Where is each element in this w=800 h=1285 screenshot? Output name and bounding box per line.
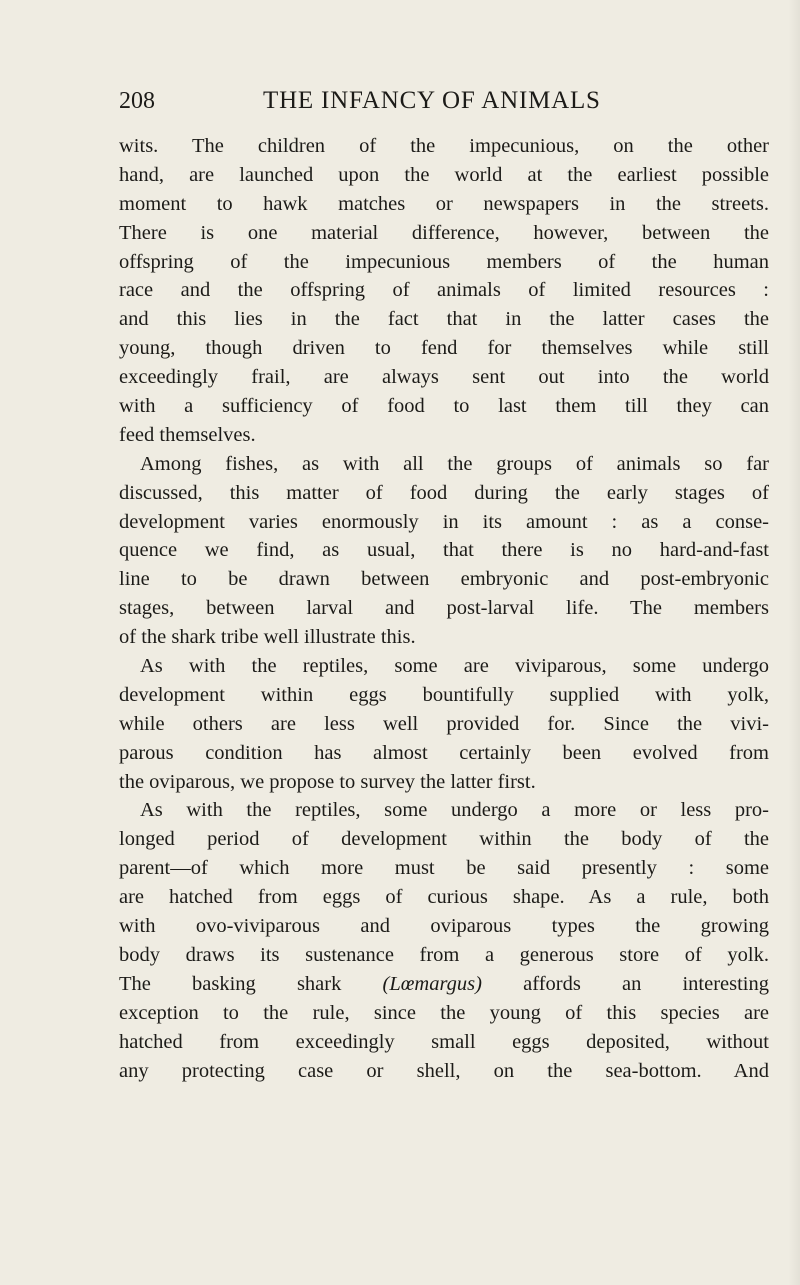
running-title: THE INFANCY OF ANIMALS — [263, 87, 601, 114]
text-line: with ovo-viviparous and oviparous types the growing — [119, 915, 769, 938]
text-line: of the shark tribe well illustrate this. — [119, 626, 416, 649]
text-line: stages, between larval and post-larval life. The members — [119, 597, 769, 620]
text-line: with a sufficiency of food to last them till they can — [119, 395, 769, 418]
text-line: young, though driven to fend for themselves while still — [119, 337, 769, 360]
text-line: There is one material difference, however, between the — [119, 221, 769, 244]
text-line: As with the reptiles, some undergo a more or less pro- — [140, 799, 769, 822]
text-line: moment to hawk matches or newspapers in the streets. — [119, 192, 769, 215]
text-line: parent—of which more must be said presently : some — [119, 857, 769, 880]
text-line: the oviparous, we propose to survey the latter first. — [119, 770, 536, 793]
text-line: hatched from exceedingly small eggs deposited, without — [119, 1030, 769, 1053]
text-line: are hatched from eggs of curious shape. As a rule, both — [119, 886, 769, 909]
text-line: parous condition has almost certainly been evolved from — [119, 741, 769, 764]
text-line-segment: affords an interesting — [523, 972, 770, 995]
body-text — [119, 132, 769, 1085]
text-line: development within eggs bountifully supplied with yolk, — [119, 683, 769, 706]
text-line: exception to the rule, since the young of this species are — [119, 1001, 769, 1024]
text-line: development varies enormously in its amount : as a conse- — [119, 510, 769, 533]
page-number: 208 — [119, 88, 155, 114]
text-line: while others are less well provided for. Since the vivi- — [119, 712, 769, 735]
text-line — [119, 941, 769, 970]
text-line: discussed, this matter of food during the early stages of — [119, 481, 769, 504]
page-header — [119, 86, 679, 122]
text-line: and this lies in the fact that in the latter cases the — [119, 308, 769, 331]
text-line: longed period of development within the body of the — [119, 828, 769, 851]
text-line: exceedingly frail, are always sent out into the world — [119, 366, 769, 389]
text-line-segment: The basking shark — [119, 972, 342, 995]
text-line: race and the offspring of animals of limited resources : — [119, 279, 769, 302]
text-line: hand, are launched upon the world at the earliest possible — [119, 163, 769, 186]
text-line-segment: body draws its sustenance from a generous store of yolk. — [119, 943, 769, 966]
text-line: quence we find, as usual, that there is no hard-and-fast — [119, 539, 769, 562]
text-line: any protecting case or shell, on the sea-bottom. And — [119, 1059, 769, 1082]
text-line: line to be drawn between embryonic and post-embryonic — [119, 568, 769, 591]
text-line — [119, 970, 769, 999]
text-line: Among fishes, as with all the groups of animals so far — [140, 452, 769, 475]
text-line: feed themselves. — [119, 423, 256, 446]
text-line: wits. The children of the impecunious, on the other — [119, 135, 769, 157]
text-line: As with the reptiles, some are viviparous, some undergo — [140, 655, 769, 678]
genus-name: (Lœmargus) — [382, 972, 482, 995]
text-line: offspring of the impecunious members of the human — [119, 250, 769, 273]
